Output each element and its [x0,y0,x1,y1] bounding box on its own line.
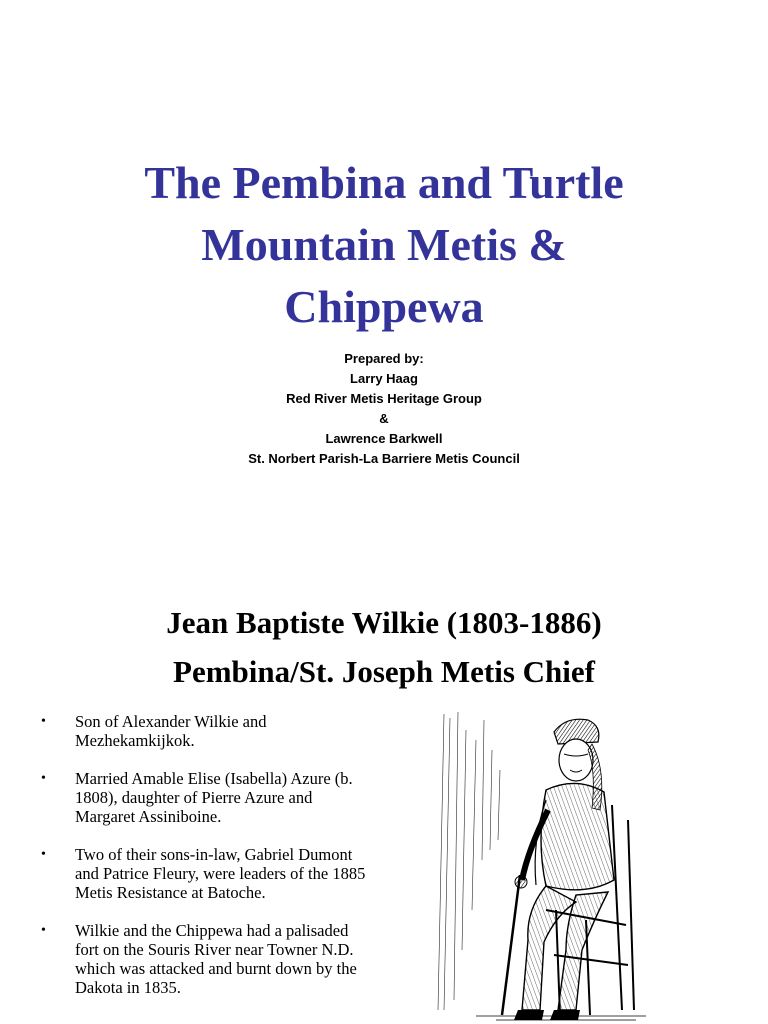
bullet-item [40,845,370,902]
credits-line: Lawrence Barkwell [325,431,443,446]
credits-line: St. Norbert Parish-La Barriere Metis Council [248,451,520,466]
title-line: Chippewa [284,281,484,332]
bullet-icon: • [41,923,46,938]
credits-line: Prepared by: [344,351,424,366]
bullet-list [40,712,370,1016]
credits-line: Red River Metis Heritage Group [286,391,482,406]
credits-line: & [379,411,389,426]
bullet-item [40,769,370,826]
bullet-icon: • [41,847,46,862]
presentation-title [40,152,728,338]
bullet-text: Married Amable Elise (Isabella) Azure (b. 1808), daughter of Pierre Azure and Margaret Assiniboine. [75,769,353,826]
slide-subheading: Pembina/St. Joseph Metis Chief [173,654,595,689]
bullet-icon: • [41,714,46,729]
portrait-engraving [436,710,656,1024]
content-slide [0,576,768,1024]
bullet-item [40,712,370,750]
credits-line: Larry Haag [350,371,418,386]
bullet-item [40,921,370,997]
bullet-icon: • [41,771,46,786]
credits-block [60,349,708,469]
title-line: Mountain Metis & [201,219,567,270]
bullet-text: Son of Alexander Wilkie and Mezhekamkijkok. [75,712,267,750]
bullet-text: Two of their sons-in-law, Gabriel Dumont and Patrice Fleury, were leaders of the 1885 Metis Resistance at Batoche. [75,845,366,902]
slide-heading: Jean Baptiste Wilkie (1803-1886) [166,605,602,640]
title-line: The Pembina and Turtle [144,157,624,208]
bullet-text: Wilkie and the Chippewa had a palisaded fort on the Souris River near Towner N.D. which was attacked and burnt down by the Dakota in 1835. [75,921,357,997]
